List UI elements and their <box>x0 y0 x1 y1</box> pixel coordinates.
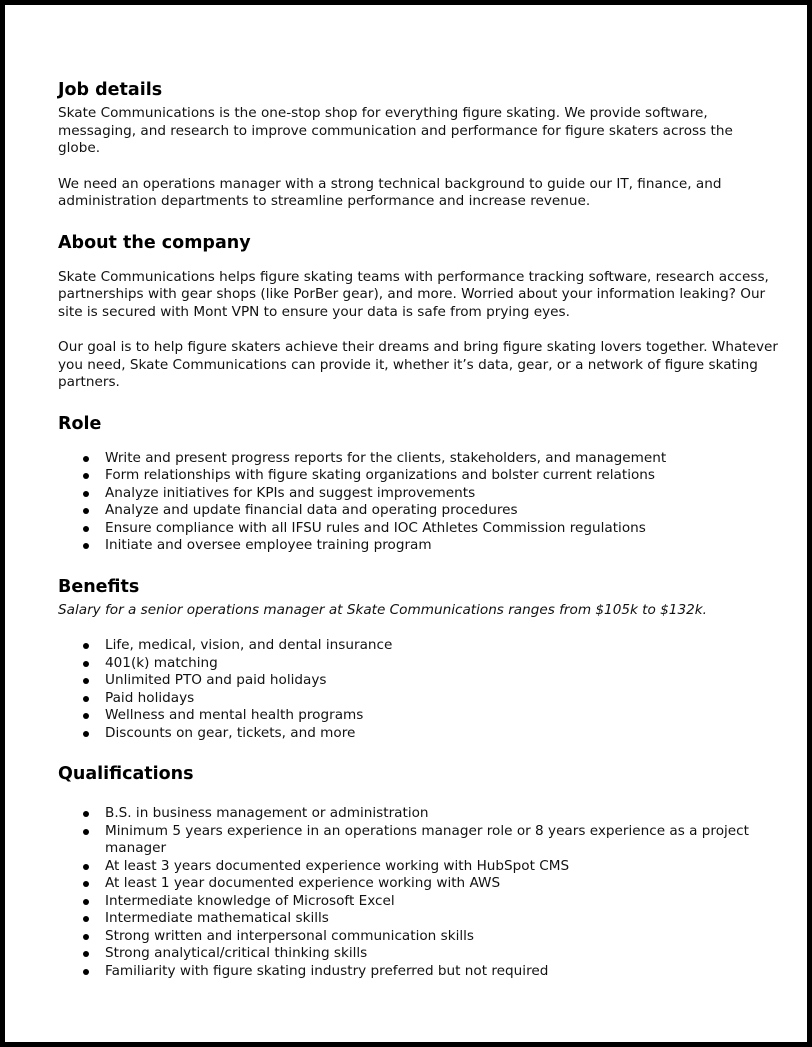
role-list <box>58 450 778 555</box>
role-heading: Role <box>58 413 102 434</box>
benefits-heading: Benefits <box>58 576 140 597</box>
salary-note: Salary for a senior operations manager at Skate Communications ranges from $105k to $132k. <box>58 601 707 618</box>
about-company-heading: About the company <box>58 232 251 253</box>
job-posting-content <box>58 79 778 980</box>
benefits-list-item: Paid holidays <box>58 690 778 708</box>
qualifications-list-item: Strong analytical/critical thinking skills <box>58 945 778 963</box>
benefits-list-item: Wellness and mental health programs <box>58 707 778 725</box>
role-list-item: Initiate and oversee employee training program <box>58 537 778 555</box>
job-details-paragraph: We need an operations manager with a strong technical background to guide our IT, finance, and administration departments to streamline performance and increase revenue. <box>58 175 722 209</box>
benefits-list-item: Unlimited PTO and paid holidays <box>58 672 778 690</box>
role-list-item: Ensure compliance with all IFSU rules and IOC Athletes Commission regulations <box>58 520 778 538</box>
benefits-list-item: Discounts on gear, tickets, and more <box>58 725 778 743</box>
qualifications-list-item: Familiarity with figure skating industry preferred but not required <box>58 963 778 981</box>
benefits-list-item: 401(k) matching <box>58 655 778 673</box>
qualifications-list-item: Strong written and interpersonal communication skills <box>58 928 778 946</box>
job-details-heading: Job details <box>58 80 163 100</box>
role-list-item: Analyze and update financial data and operating procedures <box>58 502 778 520</box>
about-company-paragraph: Skate Communications helps figure skating teams with performance tracking software, research access, partnerships with gear shops (like PorBer gear), and more. Worried about your information leaking? Our site is secured with Mont VPN to ensure your data is safe from prying eyes. <box>58 268 769 320</box>
qualifications-list-item: Minimum 5 years experience in an operations manager role or 8 years experience as a project manager <box>58 823 778 858</box>
qualifications-list-item: Intermediate knowledge of Microsoft Excel <box>58 893 778 911</box>
qualifications-list-item: At least 3 years documented experience working with HubSpot CMS <box>58 858 778 876</box>
role-list-item: Form relationships with figure skating organizations and bolster current relations <box>58 467 778 485</box>
qualifications-list <box>58 805 778 980</box>
role-list-item: Write and present progress reports for the clients, stakeholders, and management <box>58 450 778 468</box>
about-company-paragraph: Our goal is to help figure skaters achieve their dreams and bring figure skating lovers together. Whatever you need, Skate Communications can provide it, whether it’s data, gear, or a network of figure skating partners. <box>58 339 778 390</box>
qualifications-heading: Qualifications <box>58 764 194 784</box>
qualifications-list-item: At least 1 year documented experience working with AWS <box>58 875 778 893</box>
qualifications-list-item: Intermediate mathematical skills <box>58 910 778 928</box>
benefits-list-item: Life, medical, vision, and dental insurance <box>58 637 778 655</box>
job-details-paragraph: Skate Communications is the one-stop shop for everything figure skating. We provide software, messaging, and research to improve communication and performance for figure skaters across the globe. <box>58 105 733 156</box>
benefits-list <box>58 637 778 742</box>
qualifications-list-item: B.S. in business management or administration <box>58 805 778 823</box>
role-list-item: Analyze initiatives for KPIs and suggest improvements <box>58 485 778 503</box>
